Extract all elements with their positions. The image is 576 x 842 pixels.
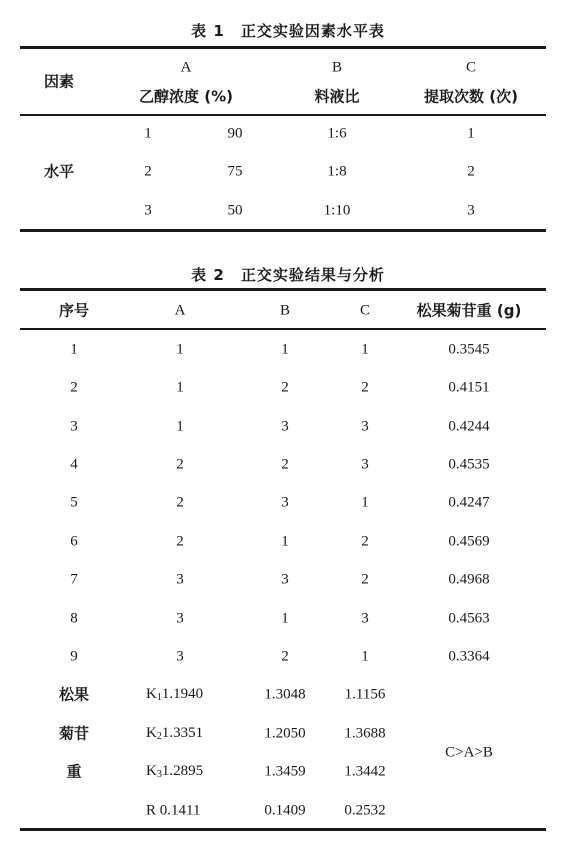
table1-b-3: 1:10 [323,202,351,219]
table2-cell-weight: 0.4247 [448,494,490,511]
table2-cell-c: 2 [361,571,369,588]
table2-cell-c: 3 [361,610,369,627]
table2-header-rule [20,328,546,330]
r-a: 0.1411 [159,802,201,819]
table2-cell-a: 3 [176,571,184,588]
table2-cell-index: 5 [70,494,78,511]
table1-title: 表 1 正交实验因素水平表 [191,22,385,40]
table1-bottom-rule [20,229,546,232]
table2-cell-weight: 0.4151 [448,379,490,396]
table2-cell-index: 9 [70,648,78,665]
table2-cell-a: 2 [176,494,184,511]
table2-cell-index: 6 [70,533,78,550]
table2-cell-c: 1 [361,648,369,665]
table2-header-c: C [359,302,371,319]
table2-cell-a: 2 [176,456,184,473]
table2-cell-weight: 0.4535 [448,456,490,473]
table1-level-3: 3 [144,202,152,219]
table2-cell-index: 1 [70,341,78,358]
table2-cell-b: 1 [281,341,289,358]
table2-cell-a: 1 [176,341,184,358]
table2-cell-c: 2 [361,379,369,396]
table1-factor-label: 因素 [43,72,75,91]
k2-subscript: 2 [156,731,162,742]
r-symbol: R [146,802,157,819]
table2-cell-c: 1 [361,341,369,358]
table2-cell-weight: 0.4244 [448,418,490,435]
table2-cell-weight: 0.4569 [448,533,490,550]
analysis-conclusion: C>A>B [445,744,493,761]
table1-level-2: 2 [144,163,152,180]
table2-cell-a: 2 [176,533,184,550]
table1-top-rule [20,46,546,49]
analysis-side-label: 菊苷 [58,724,90,743]
k3-a: 1.2895 [161,763,204,779]
analysis-side-label: 重 [66,762,82,781]
table1-c-1: 1 [467,125,475,142]
table1-col-b-letter: B [331,59,343,76]
table1-header-rule [20,114,546,116]
k2-c: 1.3688 [344,725,386,742]
table2-cell-index: 7 [70,571,78,588]
k3-b: 1.3459 [264,763,306,780]
table2-cell-a: 1 [176,379,184,396]
table2-cell-b: 2 [281,379,289,396]
k1-a: 1.1940 [161,686,204,702]
table1-col-b-name: 料液比 [314,87,360,106]
table2-cell-index: 4 [70,456,78,473]
k2-a: 1.3351 [161,725,204,741]
table2-cell-b: 1 [281,610,289,627]
r-c: 0.2532 [344,802,386,819]
table2-cell-b: 2 [281,648,289,665]
table2-cell-b: 3 [281,418,289,435]
k2-symbol: K [146,725,157,741]
table2-cell-c: 3 [361,418,369,435]
table1-col-a-name: 乙醇浓度 (%) [139,87,233,106]
table2-header-index: 序号 [58,301,90,320]
table2-title: 表 2 正交实验结果与分析 [191,266,385,284]
table2-cell-index: 8 [70,610,78,627]
k3-value [146,764,203,780]
table2-cell-index: 2 [70,379,78,396]
table1-c-2: 2 [467,163,475,180]
table2-top-rule [20,288,546,291]
table1-col-c-letter: C [465,59,477,76]
table2-cell-weight: 0.3364 [448,648,490,665]
table1-a-1: 90 [227,125,243,142]
table2-header-weight: 松果菊苷重 (g) [416,301,522,320]
table1-b-1: 1:6 [327,125,347,142]
table2-cell-c: 3 [361,456,369,473]
table2-cell-weight: 0.4968 [448,571,490,588]
k3-symbol: K [146,763,157,779]
table2-cell-b: 2 [281,456,289,473]
table2-cell-c: 2 [361,533,369,550]
k1-symbol: K [146,686,157,702]
table1-col-c-name: 提取次数 (次) [424,87,518,106]
table2-cell-b: 3 [281,571,289,588]
table1-level-1: 1 [144,125,152,142]
table2-cell-a: 1 [176,418,184,435]
k1-value [146,687,203,703]
table2-header-a: A [174,302,186,319]
r-b: 0.1409 [264,802,306,819]
r-value [146,804,200,819]
table2-cell-a: 3 [176,610,184,627]
table2-header-b: B [279,302,291,319]
table2-cell-weight: 0.4563 [448,610,490,627]
k2-b: 1.2050 [264,725,306,742]
k1-c: 1.1156 [344,686,386,703]
table2-cell-a: 3 [176,648,184,665]
table2-cell-b: 1 [281,533,289,550]
table2-cell-weight: 0.3545 [448,341,490,358]
table1-b-2: 1:8 [327,163,347,180]
k3-c: 1.3442 [344,763,386,780]
k3-subscript: 3 [156,769,162,780]
table1-level-label: 水平 [43,162,75,181]
table2-cell-index: 3 [70,418,78,435]
table1-a-2: 75 [227,163,243,180]
table2-bottom-rule [20,828,546,831]
table1-c-3: 3 [467,202,475,219]
analysis-side-label: 松果 [58,685,90,704]
table1-a-3: 50 [227,202,243,219]
table2-cell-c: 1 [361,494,369,511]
table2-cell-b: 3 [281,494,289,511]
k1-b: 1.3048 [264,686,306,703]
table1-col-a-letter: A [180,59,192,76]
k1-subscript: 1 [156,692,162,703]
k2-value [146,726,203,742]
